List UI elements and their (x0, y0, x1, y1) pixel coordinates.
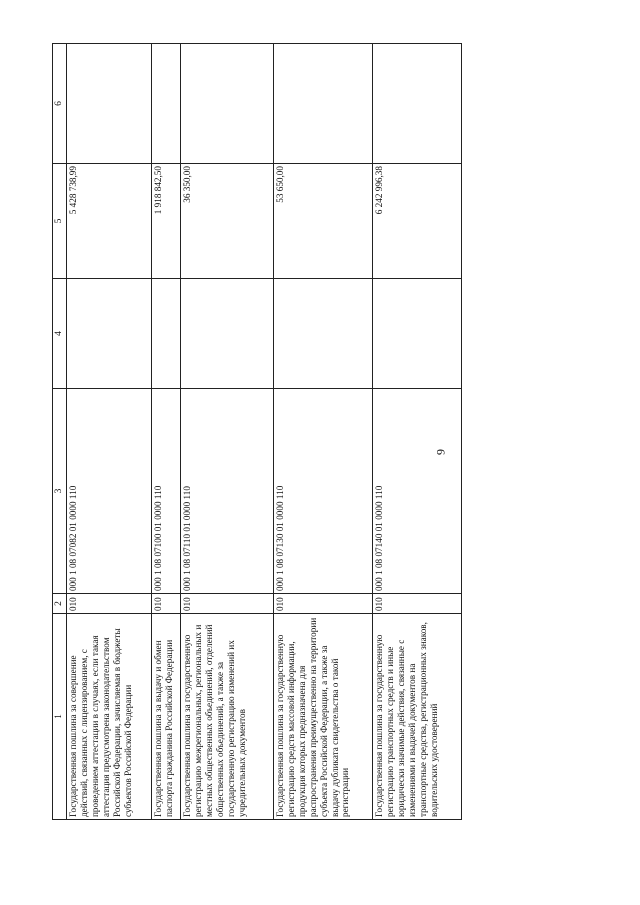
column-4-cell (373, 279, 462, 389)
revenue-name-cell: Государственная пошлина за государственную регистрацию транспортных средств и иные юридически значимые действия, связанные с изменениями и выдачей документов на транспортные средства, регистрационных знаков, водительских удостоверений (373, 614, 462, 820)
column-header: 5 (53, 164, 67, 279)
admin-code-cell: 010 (373, 594, 462, 614)
revenue-name-cell: Государственная пошлина за государственную регистрацию межрегиональных, региональных и местных общественных объединений, отделений общественных объединений, а также за государственную регистрацию изменений их учредительных документов (181, 614, 274, 820)
column-header: 1 (53, 614, 67, 820)
budget-code-cell: 000 1 08 07130 01 0000 110 (274, 389, 373, 594)
admin-code-cell: 010 (274, 594, 373, 614)
column-4-cell (152, 279, 181, 389)
admin-code-cell: 010 (181, 594, 274, 614)
budget-code-cell: 000 1 08 07100 01 0000 110 (152, 389, 181, 594)
revenue-name-cell: Государственная пошлина за государственную регистрацию средств массовой информации, продукция которых предназначена для распространения преимущественно на территории субъекта Российской Федерации, а также за выдачу дубликата свидетельства о такой регистрации (274, 614, 373, 820)
table-row (67, 44, 152, 820)
amount-cell: 6 242 996,38 (373, 164, 462, 279)
budget-code-cell: 000 1 08 07110 01 0000 110 (181, 389, 274, 594)
column-header: 2 (53, 594, 67, 614)
column-6-cell (152, 44, 181, 164)
revenue-name-cell: Государственная пошлина за выдачу и обмен паспорта гражданина Российской Федерации (152, 614, 181, 820)
column-6-cell (67, 44, 152, 164)
table-header-row (53, 44, 67, 820)
column-header: 6 (53, 44, 67, 164)
revenue-table-container (52, 44, 439, 820)
column-4-cell (67, 279, 152, 389)
table-row (181, 44, 274, 820)
column-6-cell (181, 44, 274, 164)
column-header: 4 (53, 279, 67, 389)
amount-cell: 5 428 738,99 (67, 164, 152, 279)
budget-code-cell: 000 1 08 07082 01 0000 110 (67, 389, 152, 594)
admin-code-cell: 010 (152, 594, 181, 614)
amount-cell: 1 918 842,50 (152, 164, 181, 279)
column-6-cell (373, 44, 462, 164)
column-4-cell (274, 279, 373, 389)
page-number: 9 (433, 449, 448, 455)
revenue-name-cell: Государственная пошлина за совершение действий, связанных с лицензированием, с проведением аттестации в случаях, если такая аттестация предусмотрена законодательством Российской Федерации, зачисляемая в бюджеты субъектов Российской Федерации (67, 614, 152, 820)
revenue-table (52, 43, 462, 820)
column-6-cell (274, 44, 373, 164)
budget-code-cell: 000 1 08 07140 01 0000 110 (373, 389, 462, 594)
table-row (274, 44, 373, 820)
table-row (373, 44, 462, 820)
column-4-cell (181, 279, 274, 389)
amount-cell: 53 650,00 (274, 164, 373, 279)
column-header: 3 (53, 389, 67, 594)
admin-code-cell: 010 (67, 594, 152, 614)
amount-cell: 36 350,00 (181, 164, 274, 279)
table-row (152, 44, 181, 820)
